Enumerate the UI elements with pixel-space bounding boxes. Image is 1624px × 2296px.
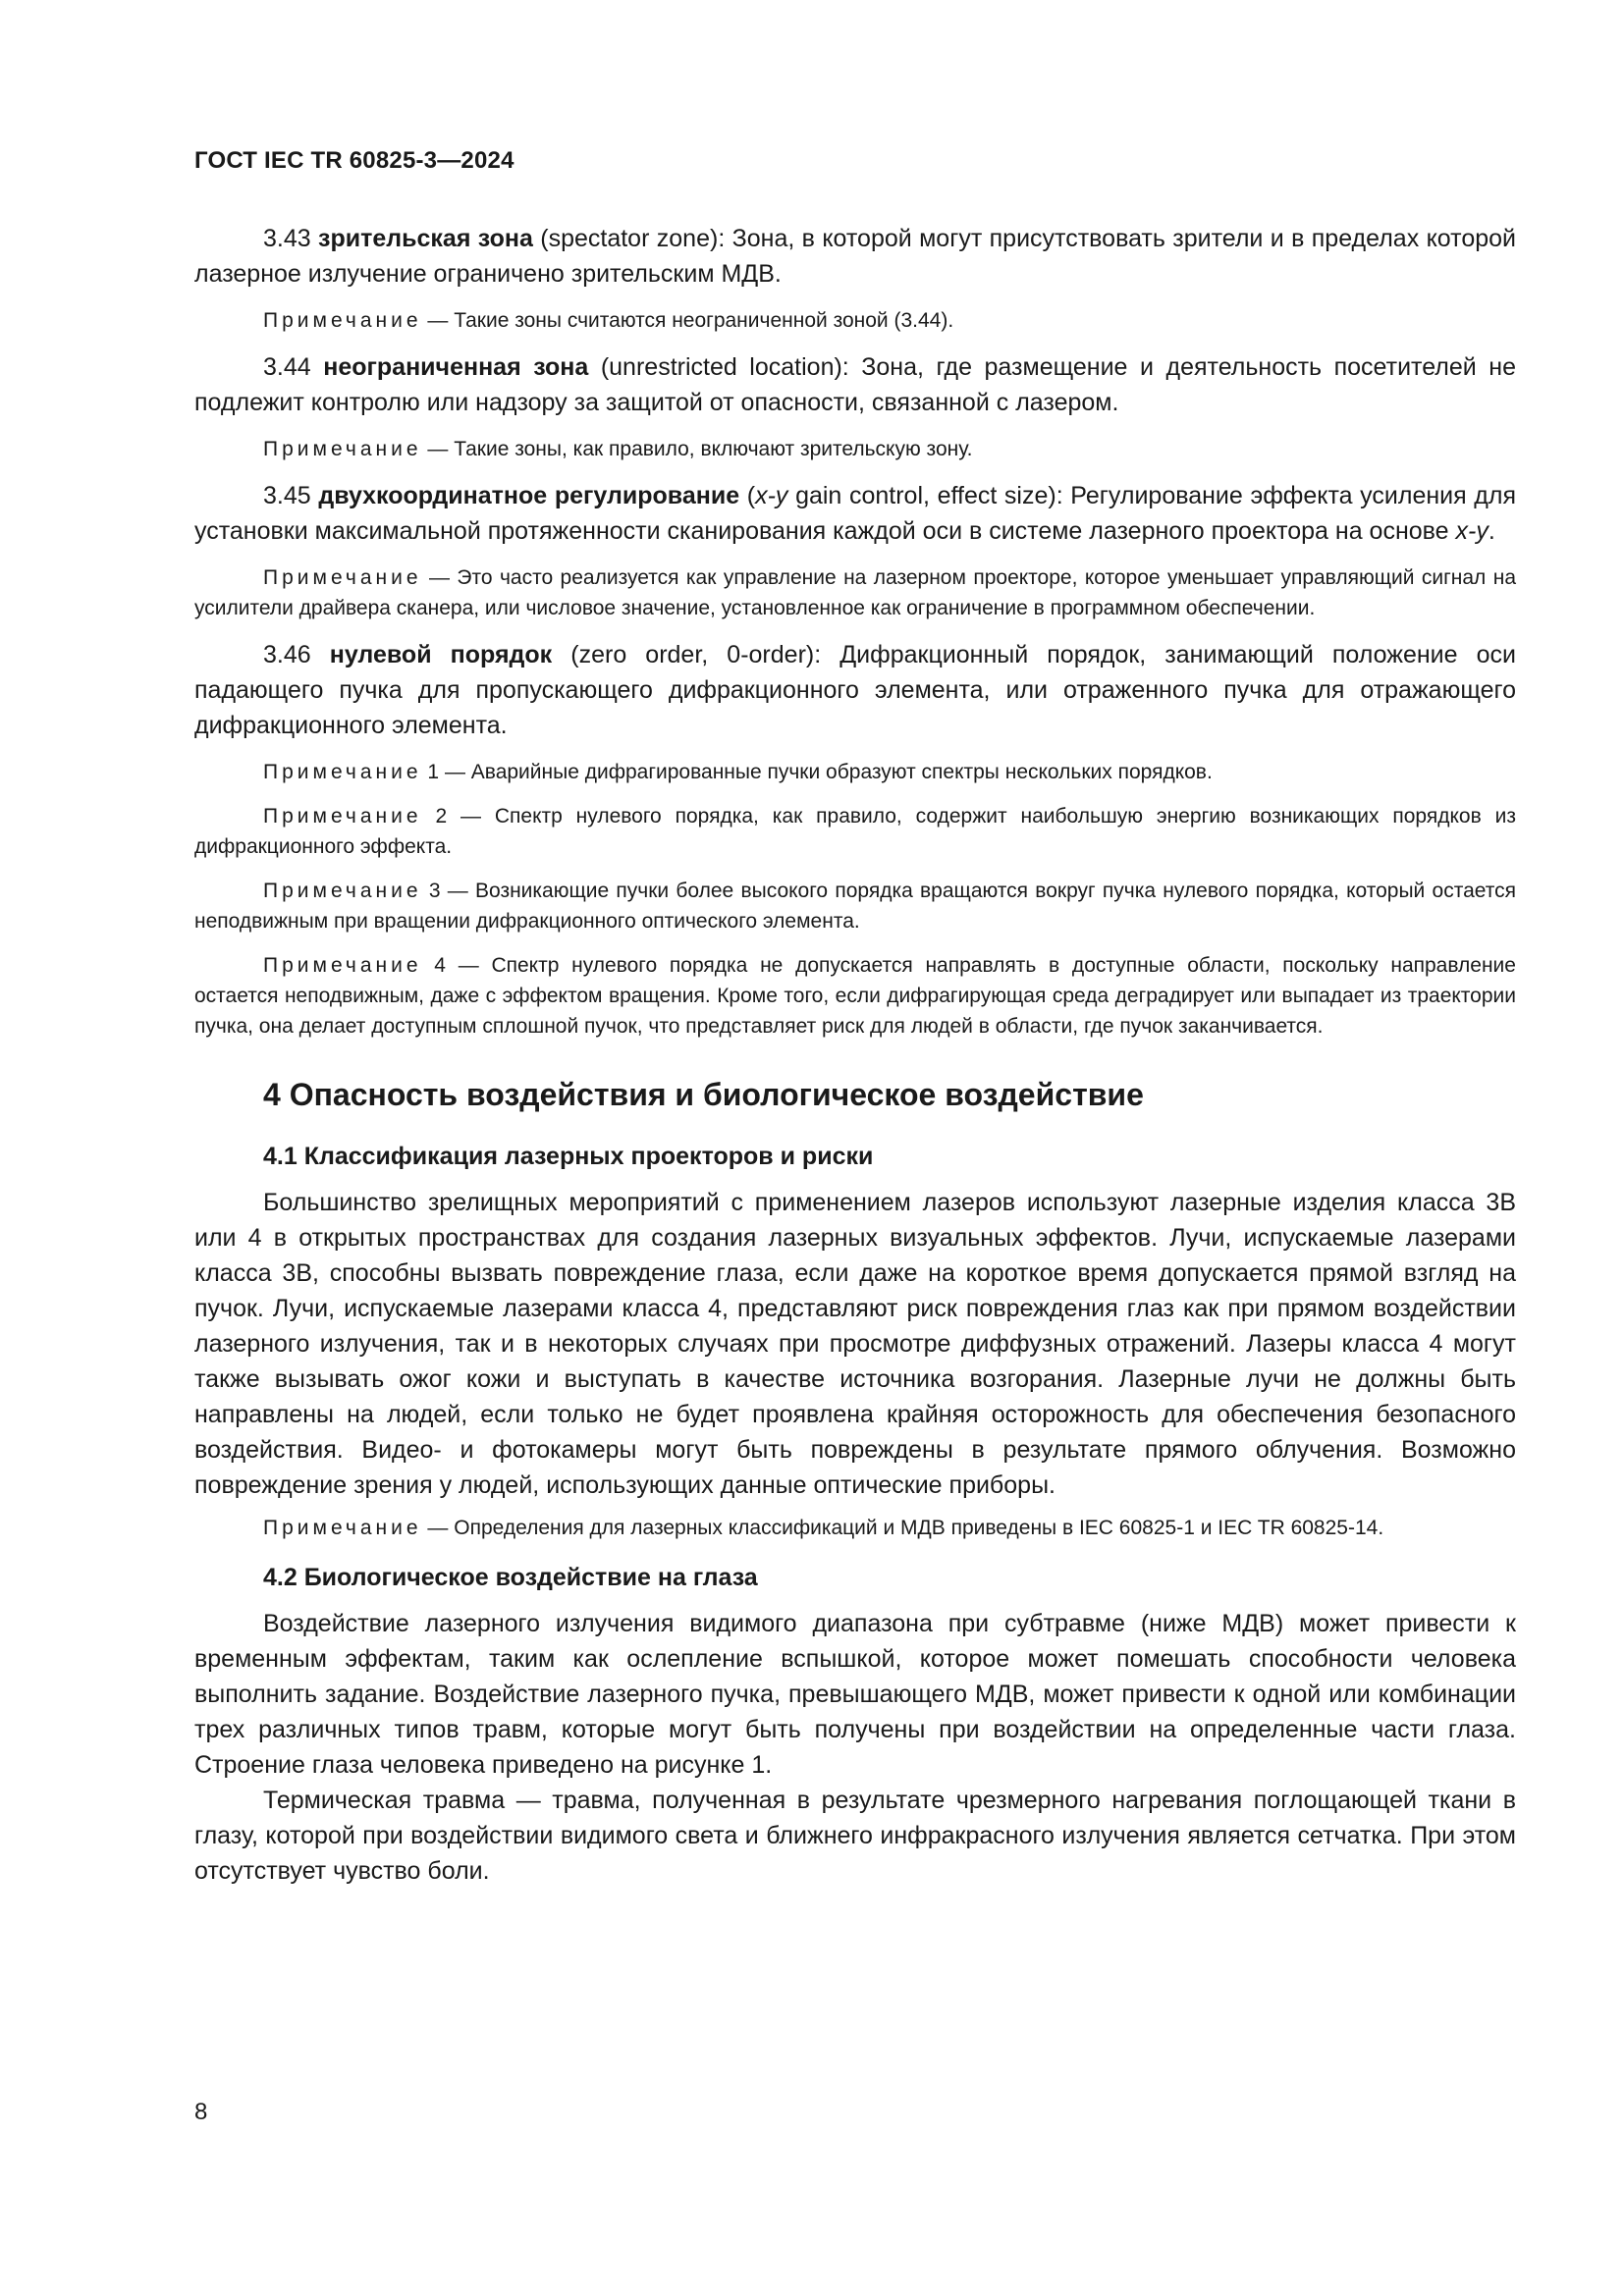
term-definition: (zero order, 0-order): Дифракционный порядок, занимающий положение оси падающего пучка для пропускающего дифракционного элемента, или отраженного пучка для отражающего дифракционного элемента. bbox=[194, 641, 1516, 739]
subsection-4-2-heading: 4.2 Биологическое воздействие на глаза bbox=[263, 1564, 758, 1591]
note-3-43 bbox=[194, 305, 1516, 336]
term-number: 3.45 bbox=[263, 482, 311, 509]
paragraph-4-2-2: Термическая травма — травма, полученная в результате чрезмерного нагревания поглощающей ткани в глазу, которой при воздействии видимого света и ближнего инфракрасного излучения является сетчатка. При этом отсутствует чувство боли. bbox=[194, 1787, 1516, 1885]
note-label: Примечание bbox=[263, 438, 422, 460]
note-3-45 bbox=[194, 562, 1516, 623]
note-text: — Такие зоны считаются неограниченной зоной (3.44). bbox=[427, 309, 954, 332]
term-3-46 bbox=[194, 637, 1516, 743]
term-definition-part: . bbox=[1488, 517, 1495, 545]
term-name: неограниченная зона bbox=[323, 353, 589, 381]
term-definition-part: gain control, effect size): Регулирование эффекта усиления для установки максимальной протяженности сканирования каждой оси в системе лазерного проектора на основе bbox=[194, 482, 1517, 545]
term-definition-italic: x-y bbox=[755, 482, 788, 509]
note-text: — Определения для лазерных классификаций и МДВ приведены в IEC 60825-1 и IEC TR 60825-14. bbox=[427, 1517, 1384, 1539]
subsection-4-1-heading: 4.1 Классификация лазерных проекторов и риски bbox=[263, 1143, 874, 1170]
note-text: — Возникающие пучки более высокого порядка вращаются вокруг пучка нулевого порядка, который остается неподвижным при вращении дифракционного оптического элемента. bbox=[194, 880, 1517, 933]
term-name: нулевой порядок bbox=[329, 641, 553, 668]
note-text: — Такие зоны, как правило, включают зрительскую зону. bbox=[427, 438, 973, 460]
term-definition: (spectator zone): Зона, в которой могут присутствовать зрители и в пределах которой лазерное излучение ограничено зрительским МДВ. bbox=[194, 225, 1516, 288]
note-label: Примечание bbox=[263, 761, 422, 783]
term-name: двухкоординатное регулирование bbox=[318, 482, 740, 509]
note-3-46-4 bbox=[194, 950, 1516, 1041]
term-name: зрительская зона bbox=[318, 225, 533, 252]
document-body bbox=[194, 221, 1516, 1898]
note-number: 3 bbox=[428, 880, 441, 902]
note-text: — Спектр нулевого порядка, как правило, содержит наибольшую энергию возникающих порядков из дифракционного эффекта. bbox=[194, 805, 1516, 858]
page-number: 8 bbox=[194, 2099, 208, 2125]
note-number: 2 bbox=[435, 805, 448, 828]
note-label: Примечание bbox=[263, 805, 422, 828]
section-4-heading: 4 Опасность воздействия и биологическое воздействие bbox=[263, 1077, 1144, 1112]
note-label: Примечание bbox=[263, 954, 422, 977]
note-text: — Спектр нулевого порядка не допускается направлять в доступные области, поскольку направление остается неподвижным, даже с эффектом вращения. Кроме того, если дифрагирующая среда деградирует или выпадает из траектории пучка, она делает доступным сплошной пучок, что представляет риск для людей в области, где пучок заканчивается. bbox=[194, 954, 1516, 1038]
term-3-44 bbox=[194, 349, 1516, 420]
term-number: 3.46 bbox=[263, 641, 311, 668]
note-3-44 bbox=[194, 434, 1516, 464]
note-text: — Аварийные дифрагированные пучки образуют спектры нескольких порядков. bbox=[444, 761, 1213, 783]
note-label: Примечание bbox=[263, 309, 422, 332]
term-3-45 bbox=[194, 478, 1516, 549]
term-3-43 bbox=[194, 221, 1516, 292]
note-4-1 bbox=[194, 1513, 1516, 1543]
note-number: 4 bbox=[434, 954, 446, 977]
paragraph-4-1: Большинство зрелищных мероприятий с применением лазеров используют лазерные изделия класса 3В или 4 в открытых пространствах для создания лазерных визуальных эффектов. Лучи, испускаемые лазерами класса 3В, способны вызвать повреждение глаза, если даже на короткое время допускается прямой взгляд на пучок. Лучи, испускаемые лазерами класса 4, представляют риск повреждения глаз как при прямом воздействии лазерного излучения, так и в некоторых случаях при просмотре диффузных отражений. Лазеры класса 4 могут также вызывать ожог кожи и выступать в качестве источника возгорания. Лазерные лучи не должны быть направлены на людей, если только не будет проявлена крайняя осторожность для обеспечения безопасного воздействия. Видео- и фотокамеры могут быть повреждены в результате прямого облучения. Возможно повреждение зрения у людей, использующих данные оптические приборы. bbox=[194, 1189, 1516, 1499]
note-label: Примечание bbox=[263, 566, 422, 589]
note-3-46-2 bbox=[194, 801, 1516, 862]
term-definition: (unrestricted location): Зона, где размещение и деятельность посетителей не подлежит контролю или надзору за защитой от опасности, связанной с лазером. bbox=[194, 353, 1516, 416]
term-number: 3.44 bbox=[263, 353, 311, 381]
note-3-46-1 bbox=[194, 757, 1516, 787]
note-text: — Это часто реализуется как управление на лазерном проекторе, которое уменьшает управляющий сигнал на усилители драйвера сканера, или числовое значение, установленное как ограничение в программном обеспечении. bbox=[194, 566, 1516, 619]
document-header: ГОСТ IEC TR 60825-3—2024 bbox=[194, 147, 514, 174]
term-definition-italic: x-y bbox=[1455, 517, 1489, 545]
note-label: Примечание bbox=[263, 880, 422, 902]
paragraph-4-2-1: Воздействие лазерного излучения видимого диапазона при субтравме (ниже МДВ) может привести к временным эффектам, таким как ослепление вспышкой, которое может помешать способности человека выполнить задание. Воздействие лазерного пучка, превышающего МДВ, может привести к одной или комбинации трех различных типов травм, которые могут быть получены при воздействии на определенные части глаза. Строение глаза человека приведено на рисунке 1. bbox=[194, 1610, 1516, 1779]
note-number: 1 bbox=[427, 761, 440, 783]
term-number: 3.43 bbox=[263, 225, 311, 252]
note-label: Примечание bbox=[263, 1517, 422, 1539]
note-3-46-3 bbox=[194, 876, 1516, 936]
term-definition-part: ( bbox=[746, 482, 756, 509]
